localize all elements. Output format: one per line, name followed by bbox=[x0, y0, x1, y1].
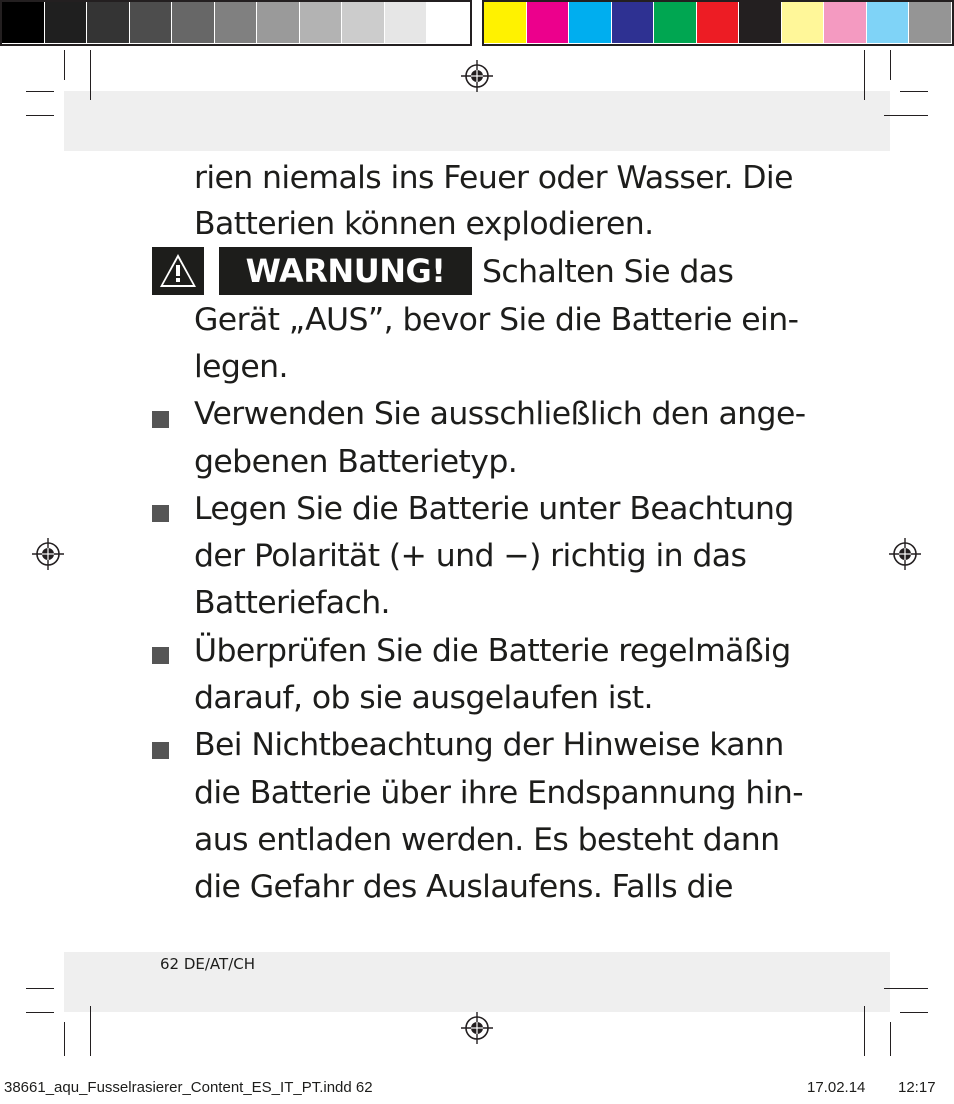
text-line: Batterien können explodieren. bbox=[194, 206, 654, 242]
color-swatch bbox=[654, 2, 696, 43]
gray-swatch bbox=[215, 2, 257, 43]
page-number: 62 DE/AT/CH bbox=[160, 955, 256, 973]
color-swatch bbox=[697, 2, 739, 43]
bullet-square-icon bbox=[152, 505, 169, 522]
gray-swatch bbox=[130, 2, 172, 43]
text-line: Verwenden Sie ausschließlich den ange- bbox=[194, 396, 806, 432]
registration-mark-icon bbox=[30, 536, 66, 572]
slug-filename: 38661_aqu_Fusselrasierer_Content_ES_IT_PT.indd 62 bbox=[4, 1079, 373, 1096]
text-line: legen. bbox=[194, 349, 288, 385]
text-line: aus entladen werden. Es besteht dann bbox=[194, 822, 780, 858]
color-swatch bbox=[824, 2, 866, 43]
text-line: darauf, ob sie ausgelaufen ist. bbox=[194, 680, 653, 716]
color-swatch bbox=[612, 2, 654, 43]
text-line: Bei Nichtbeachtung der Hinweise kann bbox=[194, 727, 784, 763]
color-swatch bbox=[527, 2, 569, 43]
gray-swatch bbox=[2, 2, 44, 43]
slug-date: 17.02.14 bbox=[807, 1079, 866, 1096]
color-swatch bbox=[782, 2, 824, 43]
warning-label: WARNUNG! bbox=[219, 247, 472, 295]
text-line: Legen Sie die Batterie unter Beachtung bbox=[194, 491, 794, 527]
text-line: die Batterie über ihre Endspannung hin- bbox=[194, 775, 803, 811]
registration-mark-icon bbox=[459, 58, 495, 94]
color-swatch bbox=[484, 2, 526, 43]
text-line: Schalten Sie das bbox=[482, 254, 734, 290]
gray-swatch bbox=[45, 2, 87, 43]
gray-swatch bbox=[385, 2, 427, 43]
gray-swatch bbox=[87, 2, 129, 43]
print-color-bar bbox=[0, 0, 954, 46]
registration-mark-icon bbox=[459, 1010, 495, 1046]
text-line: der Polarität (+ und −) richtig in das bbox=[194, 538, 747, 574]
gray-swatch bbox=[257, 2, 299, 43]
text-line: Gerät „AUS”, bevor Sie die Batterie ein- bbox=[194, 302, 799, 338]
gray-swatch bbox=[300, 2, 342, 43]
gray-swatch bbox=[172, 2, 214, 43]
bullet-square-icon bbox=[152, 742, 169, 759]
color-swatch bbox=[569, 2, 611, 43]
bullet-square-icon bbox=[152, 411, 169, 428]
color-swatch bbox=[909, 2, 951, 43]
slug-time: 12:17 bbox=[898, 1079, 936, 1096]
header-band bbox=[64, 91, 890, 151]
text-line: Überprüfen Sie die Batterie regelmäßig bbox=[194, 633, 791, 669]
color-swatch bbox=[867, 2, 909, 43]
registration-mark-icon bbox=[887, 536, 923, 572]
gray-swatch bbox=[342, 2, 384, 43]
text-line: die Gefahr des Auslaufens. Falls die bbox=[194, 869, 733, 905]
text-line: gebenen Batterietyp. bbox=[194, 444, 518, 480]
text-line: rien niemals ins Feuer oder Wasser. Die bbox=[194, 160, 793, 196]
warning-triangle-icon bbox=[152, 247, 204, 295]
bullet-square-icon bbox=[152, 647, 169, 664]
text-line: Batteriefach. bbox=[194, 585, 390, 621]
gray-swatch bbox=[427, 2, 469, 43]
color-swatch bbox=[739, 2, 781, 43]
